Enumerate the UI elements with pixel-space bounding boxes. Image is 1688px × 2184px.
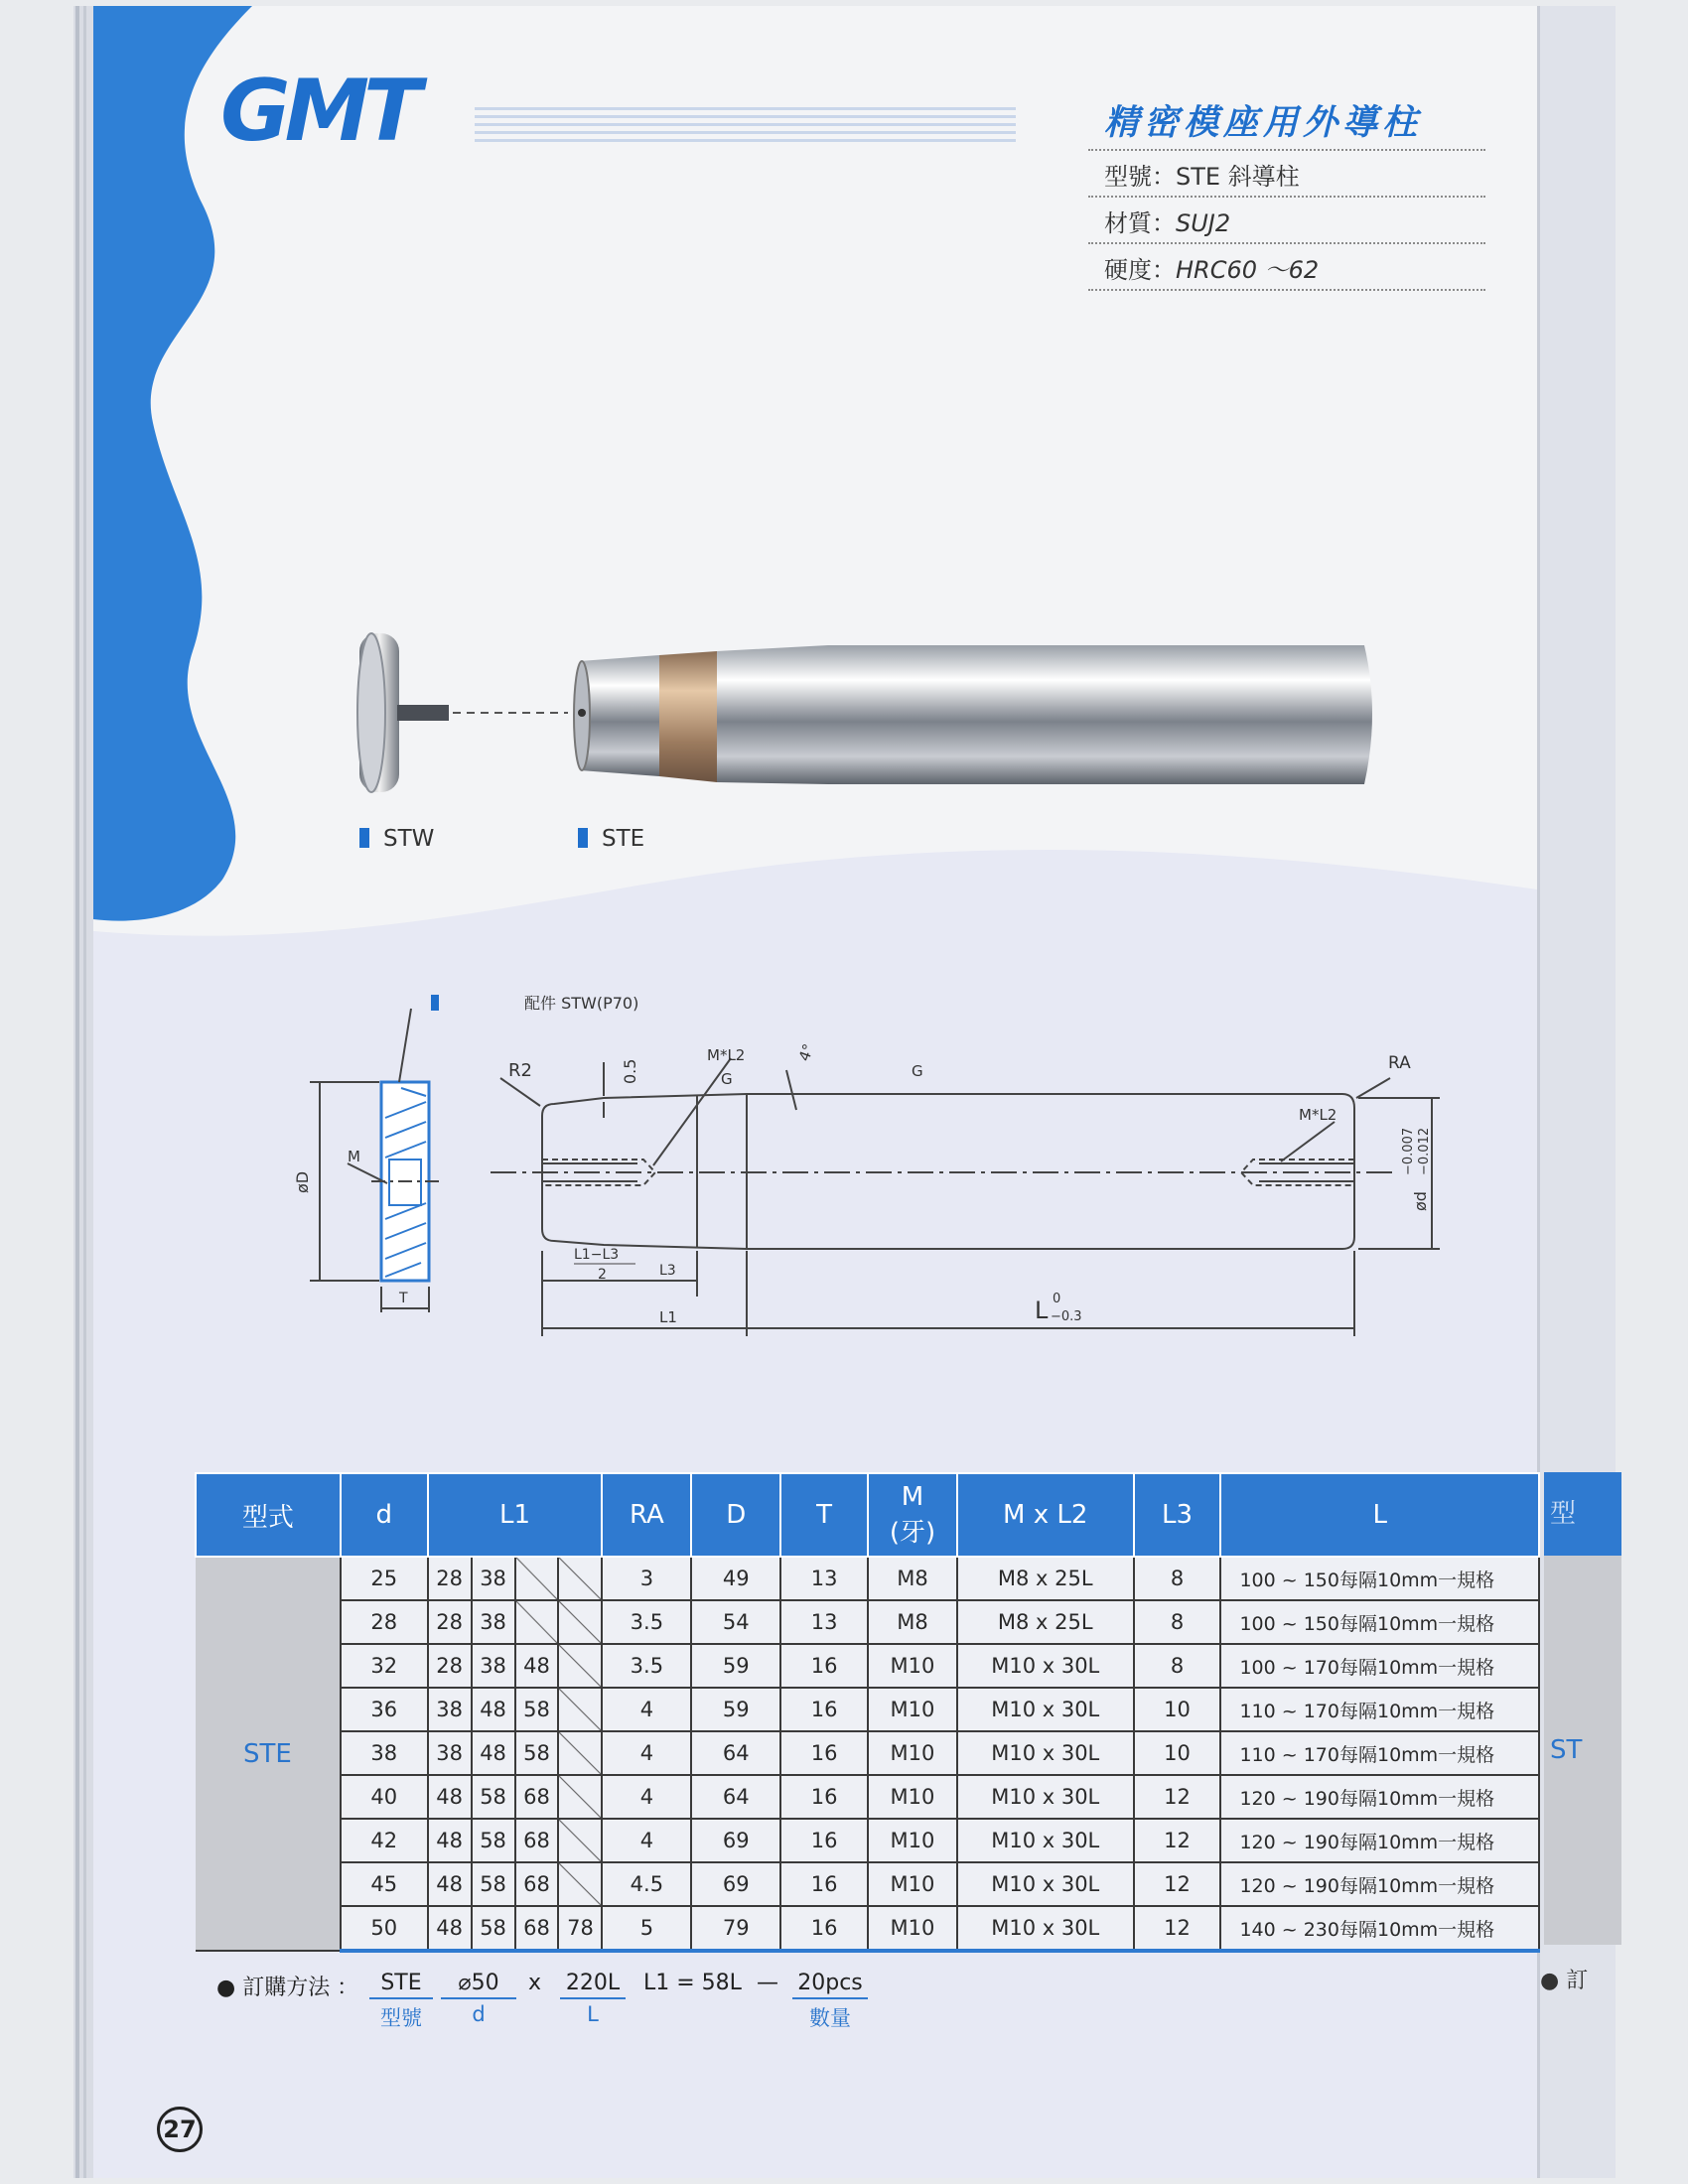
cell-M: M8	[868, 1557, 957, 1600]
cell-l1c: 68	[515, 1775, 559, 1819]
cell-ra: 3.5	[602, 1600, 691, 1644]
cell-mxl2: M10 x 30L	[957, 1862, 1134, 1906]
cell-D: 59	[691, 1688, 780, 1731]
cell-D: 59	[691, 1644, 780, 1688]
accessory-label: 配件 STW(P70)	[524, 994, 639, 1013]
cell-M: M10	[868, 1775, 957, 1819]
cell-l1a: 28	[428, 1600, 472, 1644]
cell-d: 32	[341, 1644, 428, 1688]
cell-T: 16	[780, 1731, 868, 1775]
cell-l1a: 38	[428, 1688, 472, 1731]
cell-l3: 10	[1134, 1688, 1221, 1731]
table-row	[196, 1557, 1539, 1600]
cell-ra: 3	[602, 1557, 691, 1600]
type-cell: STE	[196, 1557, 341, 1951]
cell-mxl2: M10 x 30L	[957, 1731, 1134, 1775]
table-row	[196, 1862, 1539, 1906]
dim-L-tol-bottom: −0.3	[1051, 1309, 1082, 1324]
product-title: 精密模座用外導柱	[1088, 95, 1485, 151]
order-d-value: ⌀50	[441, 1971, 516, 1999]
cell-l1a: 48	[428, 1819, 472, 1862]
cell-l1a: 48	[428, 1862, 472, 1906]
cell-l3: 8	[1134, 1600, 1221, 1644]
cell-l3: 8	[1134, 1557, 1221, 1600]
cell-M: M8	[868, 1600, 957, 1644]
cell-D: 69	[691, 1819, 780, 1862]
ste-label-text: STE	[602, 826, 645, 852]
cell-l1a: 48	[428, 1775, 472, 1819]
dim-half: 0.5	[621, 1058, 639, 1084]
order-L-value: 220L	[560, 1971, 626, 1999]
cell-D: 49	[691, 1557, 780, 1600]
cell-l1b: 48	[472, 1731, 515, 1775]
order-type-label: 型號	[380, 2006, 422, 2030]
dim-ML2-top: M*L2	[707, 1046, 746, 1064]
cell-mxl2: M8 x 25L	[957, 1600, 1134, 1644]
cell-d: 40	[341, 1775, 428, 1819]
accessory-marker	[431, 995, 439, 1011]
order-label: ● 訂購方法 ：	[216, 1976, 359, 2000]
stw-photo	[357, 633, 568, 792]
ste-label-marker	[578, 828, 588, 848]
dim-L-tol-top: 0	[1053, 1292, 1061, 1306]
dim-L1: L1	[659, 1308, 677, 1326]
cell-T: 16	[780, 1644, 868, 1688]
dim-phiD: øD	[293, 1170, 312, 1193]
next-page-header: 型	[1544, 1472, 1621, 1556]
order-L1-value: L1 = 58L	[643, 1971, 742, 1995]
cell-l3: 12	[1134, 1819, 1221, 1862]
cell-M: M10	[868, 1862, 957, 1906]
header-type: 型式	[196, 1473, 341, 1557]
empty-cell	[558, 1819, 602, 1862]
header-M-sub: (牙)	[889, 1517, 936, 1548]
next-page-type: ST	[1544, 1556, 1621, 1945]
cell-mxl2: M8 x 25L	[957, 1557, 1134, 1600]
cell-L: 120 ~ 190每隔10mm一規格	[1220, 1862, 1539, 1906]
cell-L: 100 ~ 150每隔10mm一規格	[1220, 1600, 1539, 1644]
order-dash: —	[757, 1971, 778, 1995]
cell-T: 16	[780, 1775, 868, 1819]
cell-l1c: 58	[515, 1688, 559, 1731]
cell-L: 100 ~ 150每隔10mm一規格	[1220, 1557, 1539, 1600]
cell-D: 64	[691, 1731, 780, 1775]
cell-l1a: 38	[428, 1731, 472, 1775]
cell-L: 100 ~ 170每隔10mm一規格	[1220, 1644, 1539, 1688]
order-qty-value: 20pcs	[792, 1971, 868, 1999]
cell-l1c: 48	[515, 1644, 559, 1688]
stw-photo-label	[359, 826, 434, 852]
stw-label-text: STW	[383, 826, 435, 852]
cell-ra: 5	[602, 1906, 691, 1951]
header-MxL2: M x L2	[957, 1473, 1134, 1557]
cell-d: 25	[341, 1557, 428, 1600]
next-page-order: ● 訂	[1540, 1969, 1589, 1993]
cell-l1b: 48	[472, 1688, 515, 1731]
cell-l1b: 38	[472, 1600, 515, 1644]
dim-L: L	[1035, 1297, 1049, 1324]
cell-d: 45	[341, 1862, 428, 1906]
cell-mxl2: M10 x 30L	[957, 1688, 1134, 1731]
cell-mxl2: M10 x 30L	[957, 1906, 1134, 1951]
cell-l1b: 58	[472, 1775, 515, 1819]
cell-l1a: 28	[428, 1644, 472, 1688]
table-row	[196, 1688, 1539, 1731]
cell-l1d: 78	[558, 1906, 602, 1951]
ste-photo	[574, 645, 1372, 784]
spec-model-value: STE 斜導柱	[1176, 163, 1300, 191]
empty-cell	[558, 1731, 602, 1775]
cell-L: 120 ~ 190每隔10mm一規格	[1220, 1775, 1539, 1819]
empty-cell	[558, 1600, 602, 1644]
dim-R2: R2	[508, 1060, 532, 1081]
brand-logo: GMT	[220, 62, 416, 161]
cell-D: 64	[691, 1775, 780, 1819]
cell-mxl2: M10 x 30L	[957, 1644, 1134, 1688]
cell-l3: 12	[1134, 1906, 1221, 1951]
cell-L: 110 ~ 170每隔10mm一規格	[1220, 1731, 1539, 1775]
empty-cell	[515, 1557, 559, 1600]
header-L3: L3	[1134, 1473, 1221, 1557]
header-RA: RA	[602, 1473, 691, 1557]
cell-L: 140 ~ 230每隔10mm一規格	[1220, 1906, 1539, 1951]
table-row	[196, 1731, 1539, 1775]
cell-l1b: 58	[472, 1862, 515, 1906]
order-x: x	[528, 1971, 542, 1995]
cell-T: 13	[780, 1557, 868, 1600]
dim-G1: G	[721, 1070, 733, 1088]
spec-model	[1088, 151, 1485, 198]
cell-l1a: 48	[428, 1906, 472, 1951]
dim-L1L3: L1−L3	[574, 1247, 620, 1263]
header-M-main: M	[901, 1481, 924, 1512]
empty-cell	[558, 1557, 602, 1600]
cell-L: 110 ~ 170每隔10mm一規格	[1220, 1688, 1539, 1731]
header-stripes	[475, 107, 1016, 145]
table-row	[196, 1906, 1539, 1951]
cell-l1b: 58	[472, 1906, 515, 1951]
cell-l3: 12	[1134, 1862, 1221, 1906]
cell-l3: 12	[1134, 1775, 1221, 1819]
order-type-value: STE	[369, 1971, 433, 1999]
dim-phid-tol-bottom: −0.012	[1417, 1127, 1432, 1175]
spec-material	[1088, 198, 1485, 244]
table-header-row	[196, 1473, 1539, 1557]
empty-cell	[558, 1688, 602, 1731]
dim-angle: 4°	[794, 1041, 818, 1064]
next-page-edge	[1537, 6, 1616, 2178]
cell-M: M10	[868, 1688, 957, 1731]
cell-d: 38	[341, 1731, 428, 1775]
cell-l1b: 58	[472, 1819, 515, 1862]
spec-box	[1088, 95, 1485, 291]
header-T: T	[780, 1473, 868, 1557]
spec-hardness-value: HRC60 ～62	[1176, 256, 1320, 284]
header-L: L	[1220, 1473, 1539, 1557]
dim-ML2-right: M*L2	[1299, 1106, 1337, 1124]
cell-d: 28	[341, 1600, 428, 1644]
cell-l1c: 68	[515, 1862, 559, 1906]
cell-l1c: 58	[515, 1731, 559, 1775]
cell-ra: 4	[602, 1688, 691, 1731]
cell-T: 16	[780, 1688, 868, 1731]
dim-L1L3-denominator: 2	[598, 1267, 607, 1283]
cell-M: M10	[868, 1819, 957, 1862]
dim-G2: G	[912, 1062, 923, 1080]
spec-hardness-label: 硬度：	[1104, 256, 1176, 284]
dim-M: M	[348, 1148, 360, 1165]
spec-table	[195, 1472, 1540, 1953]
cell-L: 120 ~ 190每隔10mm一規格	[1220, 1819, 1539, 1862]
cell-T: 16	[780, 1819, 868, 1862]
cell-ra: 4	[602, 1775, 691, 1819]
cell-ra: 4	[602, 1819, 691, 1862]
cell-l1a: 28	[428, 1557, 472, 1600]
table-body	[196, 1557, 1539, 1951]
spec-material-label: 材質：	[1104, 209, 1176, 237]
cell-M: M10	[868, 1731, 957, 1775]
cell-l1c: 68	[515, 1819, 559, 1862]
table-row	[196, 1644, 1539, 1688]
dim-L3: L3	[659, 1263, 676, 1279]
cell-d: 50	[341, 1906, 428, 1951]
order-d-label: d	[472, 2002, 486, 2026]
cell-T: 16	[780, 1862, 868, 1906]
dim-RA: RA	[1388, 1053, 1411, 1073]
cell-T: 16	[780, 1906, 868, 1951]
table-row	[196, 1819, 1539, 1862]
empty-cell	[558, 1775, 602, 1819]
order-L-label: L	[587, 2002, 599, 2026]
header-d: d	[341, 1473, 428, 1557]
cell-T: 13	[780, 1600, 868, 1644]
cell-l3: 8	[1134, 1644, 1221, 1688]
order-qty-label: 數量	[809, 2006, 851, 2030]
header-D: D	[691, 1473, 780, 1557]
cell-l1b: 38	[472, 1557, 515, 1600]
cell-M: M10	[868, 1644, 957, 1688]
page-number: 27	[157, 2107, 203, 2152]
cell-l1c: 68	[515, 1906, 559, 1951]
spec-hardness	[1088, 244, 1485, 291]
cell-l1b: 38	[472, 1644, 515, 1688]
header-M	[868, 1473, 957, 1557]
spec-material-value: SUJ2	[1176, 209, 1231, 237]
cell-D: 79	[691, 1906, 780, 1951]
empty-cell	[558, 1644, 602, 1688]
cell-ra: 4.5	[602, 1862, 691, 1906]
cell-ra: 4	[602, 1731, 691, 1775]
cell-d: 36	[341, 1688, 428, 1731]
dim-phid: ød	[1411, 1191, 1430, 1211]
cell-mxl2: M10 x 30L	[957, 1775, 1134, 1819]
cell-l3: 10	[1134, 1731, 1221, 1775]
ste-photo-label	[578, 826, 644, 852]
dim-phid-tol-top: −0.007	[1401, 1127, 1416, 1175]
cell-D: 54	[691, 1600, 780, 1644]
table-row	[196, 1600, 1539, 1644]
table-row	[196, 1775, 1539, 1819]
dim-T: T	[399, 1291, 408, 1306]
cell-d: 42	[341, 1819, 428, 1862]
cell-ra: 3.5	[602, 1644, 691, 1688]
empty-cell	[558, 1862, 602, 1906]
cell-M: M10	[868, 1906, 957, 1951]
header-L1: L1	[428, 1473, 603, 1557]
empty-cell	[515, 1600, 559, 1644]
cell-D: 69	[691, 1862, 780, 1906]
cell-mxl2: M10 x 30L	[957, 1819, 1134, 1862]
stw-label-marker	[359, 828, 369, 848]
spec-model-label: 型號：	[1104, 163, 1176, 191]
